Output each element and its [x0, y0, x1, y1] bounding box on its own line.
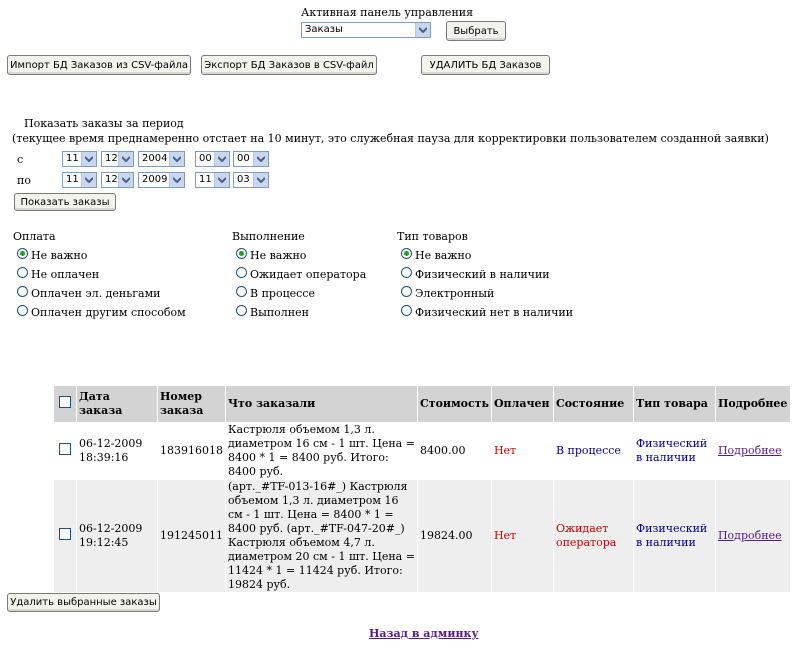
- order-paid: Нет: [491, 423, 553, 480]
- delete-selected-button[interactable]: Удалить выбранные заказы: [7, 593, 160, 612]
- header-cost: Стоимость: [418, 386, 492, 423]
- execution-radio-waiting[interactable]: [236, 267, 247, 278]
- order-more-cell: [715, 480, 790, 593]
- order-number: 191245011: [158, 480, 226, 593]
- to-label: по: [17, 174, 31, 187]
- header-state: Состояние: [553, 386, 633, 423]
- table-row: [54, 423, 791, 480]
- from-minute-select[interactable]: 00: [233, 151, 269, 167]
- order-cost: 8400.00: [418, 423, 492, 480]
- from-year-select[interactable]: 2004: [138, 151, 185, 167]
- select-all-checkbox[interactable]: [59, 396, 71, 408]
- chevron-down-icon: [253, 173, 268, 187]
- payment-radio-unpaid[interactable]: [17, 267, 28, 278]
- row-checkbox[interactable]: [59, 528, 71, 540]
- to-day-select[interactable]: 11: [62, 172, 97, 188]
- row-checkbox[interactable]: [59, 443, 71, 455]
- chevron-down-icon: [118, 152, 133, 166]
- order-cost: 19824.00: [418, 480, 492, 593]
- payment-radio-other[interactable]: [17, 305, 28, 316]
- order-details-link[interactable]: Подробнее: [717, 444, 782, 457]
- from-month-select[interactable]: 12: [101, 151, 134, 167]
- chevron-down-icon: [169, 173, 184, 187]
- period-title: Показать заказы за период: [24, 117, 184, 130]
- execution-option-label: Не важно: [250, 249, 307, 262]
- payment-option-label: Оплачен другим способом: [31, 306, 186, 319]
- chevron-down-icon: [214, 173, 229, 187]
- execution-radio-any[interactable]: [236, 248, 247, 259]
- goods-option-label: Физический нет в наличии: [415, 306, 574, 319]
- panel-select[interactable]: [301, 22, 431, 38]
- from-day-select[interactable]: 11: [62, 151, 97, 167]
- order-state: Ожидает оператора: [553, 480, 633, 593]
- panel-label: Активная панель управления: [301, 6, 474, 19]
- payment-radio-emoney[interactable]: [17, 286, 28, 297]
- table-row: [54, 480, 791, 593]
- chevron-down-icon: [81, 152, 96, 166]
- execution-radio-inprogress[interactable]: [236, 286, 247, 297]
- chevron-down-icon: [81, 173, 96, 187]
- row-select-cell: [54, 480, 77, 593]
- export-csv-button[interactable]: Экспорт БД Заказов в CSV-файл: [201, 55, 377, 75]
- order-date: 06-12-2009 19:12:45: [77, 480, 158, 593]
- order-items: Кастрюля объемом 1,3 л. диаметром 16 см - 1 шт. Цена = 8400 * 1 = 8400 руб. Итого: 8400 руб.: [226, 423, 418, 480]
- panel-select-value: Заказы: [305, 24, 343, 35]
- goods-type-title: Тип товаров: [397, 230, 468, 243]
- chevron-down-icon: [169, 152, 184, 166]
- show-orders-button[interactable]: Показать заказы: [14, 193, 116, 211]
- to-year-select[interactable]: 2009: [138, 172, 185, 188]
- delete-db-button[interactable]: УДАЛИТЬ БД Заказов: [421, 55, 550, 75]
- to-month-select[interactable]: 12: [101, 172, 134, 188]
- choose-panel-button[interactable]: Выбрать: [446, 21, 506, 41]
- period-note: (текущее время преднамеренно отстает на 10 минут, это служебная пауза для корректировки пользователем созданной заявки): [12, 132, 769, 145]
- payment-option-label: Не оплачен: [31, 268, 100, 281]
- table-header-row: [54, 386, 791, 423]
- execution-option-label: Выполнен: [250, 306, 309, 319]
- payment-radio-any[interactable]: [17, 248, 28, 259]
- order-details-link[interactable]: Подробнее: [717, 529, 782, 542]
- execution-option-label: Ожидает оператора: [250, 268, 367, 281]
- order-more-cell: [715, 423, 790, 480]
- back-to-admin-link[interactable]: Назад в админку: [369, 627, 479, 640]
- header-paid: Оплачен: [491, 386, 553, 423]
- header-what: Что заказали: [226, 386, 418, 423]
- select-all-cell: [54, 386, 77, 423]
- execution-title: Выполнение: [232, 230, 305, 243]
- to-minute-select[interactable]: 03: [233, 172, 269, 188]
- order-number: 183916018: [158, 423, 226, 480]
- goods-radio-electronic[interactable]: [401, 286, 412, 297]
- payment-option-label: Оплачен эл. деньгами: [31, 287, 161, 300]
- chevron-down-icon: [118, 173, 133, 187]
- goods-radio-physical-in-stock[interactable]: [401, 267, 412, 278]
- import-csv-button[interactable]: Импорт БД Заказов из CSV-файла: [7, 55, 191, 75]
- goods-radio-physical-out[interactable]: [401, 305, 412, 316]
- payment-option-label: Не важно: [31, 249, 88, 262]
- chevron-down-icon: [253, 152, 268, 166]
- order-type: Физический в наличии: [633, 423, 715, 480]
- goods-option-label: Электронный: [415, 287, 495, 300]
- order-date: 06-12-2009 18:39:16: [77, 423, 158, 480]
- order-paid: Нет: [491, 480, 553, 593]
- header-more: Подробнее: [715, 386, 790, 423]
- header-number: Номер заказа: [158, 386, 226, 423]
- payment-title: Оплата: [13, 230, 56, 243]
- from-hour-select[interactable]: 00: [195, 151, 230, 167]
- order-items: (арт._#TF-013-16#_) Кастрюля объемом 1,3 л. диаметром 16 см - 1 шт. Цена = 8400 * 1 = 8400 руб. (арт._#TF-047-20#_) Кастрюля объемом 4,7 л. диаметром 20 см - 1 шт. Цена = 11424 * 1 = 11424 руб. Итого: 19824 руб.: [226, 480, 418, 593]
- goods-option-label: Физический в наличии: [415, 268, 550, 281]
- order-type: Физический в наличии: [633, 480, 715, 593]
- from-label: с: [17, 153, 24, 166]
- chevron-down-icon: [214, 152, 229, 166]
- execution-option-label: В процессе: [250, 287, 315, 300]
- goods-option-label: Не важно: [415, 249, 472, 262]
- goods-radio-any[interactable]: [401, 248, 412, 259]
- header-type: Тип товара: [633, 386, 715, 423]
- order-state: В процессе: [553, 423, 633, 480]
- chevron-down-icon: [415, 23, 430, 37]
- row-select-cell: [54, 423, 77, 480]
- header-date: Дата заказа: [77, 386, 158, 423]
- execution-radio-done[interactable]: [236, 305, 247, 316]
- to-hour-select[interactable]: 11: [195, 172, 230, 188]
- orders-table: [53, 385, 791, 593]
